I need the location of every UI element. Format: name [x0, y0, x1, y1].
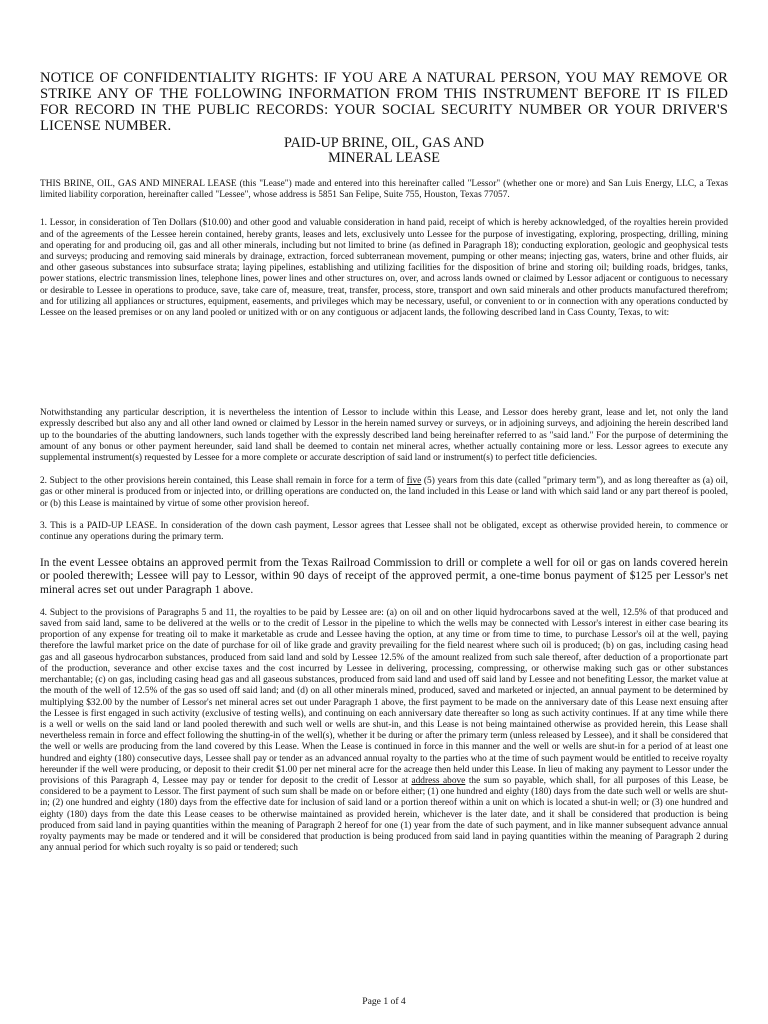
paragraph-4-text-a: 4. Subject to the provisions of Paragraphs 5 and 11, the royalties to be paid by Lessee are: (a) on oil and on other liquid hydrocarbons saved at the well, 12.5% of that produced and saved from said land, same to be delivered at the wells or to the credit of Lessor in the pipeline to which the wells may be connected with Lessor's interest in either case bearing its proportion of any expense for treating oil to make it marketable as crude and Lessee having the option, at any time or from time to time, to purchase Lessor's oil at the well, paying therefore the lawful market price on the date of purchase for oil of like grade and gravity prevailing for the field nearest where such oil is produced; (b) on gas, including casing head gas and all gaseous hydrocarbon substances, produced from said land and sold by Lessee 12.5% of the amount realized from such sale thereof, after deduction of a proportionate part of the production, severance and other excise taxes and the cost incurred by Lessee in delivering, processing, compressing, or otherwise making such gas or other substances merchantable; (c) on gas, including casing head gas and all gaseous substances, produced from said land and used off said land by Lessee and not benefiting Lessor, the market value at the mouth of the well of 12.5% of the gas so used off said land; and (d) on all other minerals mined, produced, saved and marketed or injected, an annual payment to be determined by multiplying $32.00 by the number of Lessor's net mineral acres set out under Paragraph 1 above, the first payment to be made on the anniversary date of this Lease next ensuing after the Lessee is first engaged in such activity (exclusive of testing wells), and continuing on each anniversary date thereafter so long as such activity continues. If at any time while there is a well or wells on the said land or land pooled therewith and such well or wells are shut-in, and this Lease is not being maintained otherwise as provided herein, this Lease shall nevertheless remain in force and effect following the shutting-in of the well(s), whether it be during or after the primary term (unless released by Lessee), and it shall be considered that the well or wells are producing from the land covered by this Lease. When the Lease is continued in force in this manner and the well or wells are shut-in for a period of at least one hundred and eighty (180) consecutive days, Lessee shall pay or tender as an advanced annual royalty to the parties who at the time of such payment would be entitled to receive royalty hereunder if the well were producing, or deposit to their credit $1.00 per net mineral acre for the acreage then held under this Lease. In lieu of making any payment to Lessor under the provisions of this Paragraph 4, Lessee may pay or tender for deposit to the credit of Lessor at: [40, 607, 728, 786]
paragraph-1: 1. Lessor, in consideration of Ten Dollars ($10.00) and other good and valuable consideration in hand paid, receipt of which is hereby acknowledged, of the royalties herein provided and of the agreements of the Lessee herein contained, hereby grants, leases and lets, exclusively unto Lessee for the purpose of investigating, exploring, prospecting, drilling, mining and operating for and producing oil, gas and all other minerals, including but not limited to brine (as defined in Paragraph 18); conducting exploration, geologic and geophysical tests and surveys; producing and removing said minerals by drainage, extraction, forced subterranean movement, pumping or other means; injecting gas, waters, brine and other fluids, air and other gaseous substances into subsurface strata; laying pipelines, establishing and utilizing facilities for the disposition of brine and storing oil; building roads, bridges, tanks, power stations, electric transmission lines, telephone lines, power lines and other structures on, over, and across lands owned or claimed by Lessor adjacent or contiguous to necessary or desirable to Lessee in operations to produce, save, take care of, measure, treat, transfer, process, store, transport and own said minerals and other products manufactured therefrom; and for utilizing all appliances or structures, equipment, easements, and privileges which may be necessary, useful, or convenient to or in connection with any operations conducted by Lessee on the leased premises or on any land pooled or unitized with or on any contiguous or adjacent lands, the following described land in Cass County, Texas, to wit:: [40, 218, 728, 319]
page-number: Page 1 of 4: [362, 996, 406, 1007]
title-line-1: PAID-UP BRINE, OIL, GAS AND: [284, 135, 484, 151]
title-line-2: MINERAL LEASE: [328, 150, 440, 166]
term-years-underlined: five: [406, 476, 422, 487]
permit-bonus-paragraph: In the event Lessee obtains an approved permit from the Texas Railroad Commission to drill or complete a well for oil or gas on lands covered herein or pooled therewith; Lessee will pay to Lessor, within 90 days of receipt of the approved permit, a one-time bonus payment of $125 per Lessor's net mineral acres set out under Paragraph 1 above.: [40, 557, 728, 596]
notwithstanding-paragraph: Notwithstanding any particular description, it is nevertheless the intention of Lessor to include within this Lease, and Lessor does hereby grant, lease and let, not only the land expressly described but also any and all other land owned or claimed by Lessor in the herein named survey or surveys, or in adjoining surveys, and adjoining the herein described land up to the boundaries of the abutting landowners, such lands together with the expressly described land being hereinafter referred to as "said land." For the purpose of determining the amount of any bonus or other payment hereunder, said land shall be deemed to contain net mineral acres, whether actually containing more or less. Lessor agrees to execute any supplemental instrument(s) requested by Lessee for a more complete or accurate description of said land or instrument(s) to perfect title deficiencies.: [40, 408, 728, 464]
paragraph-4: [40, 608, 728, 854]
confidentiality-notice: NOTICE OF CONFIDENTIALITY RIGHTS: IF YOU ARE A NATURAL PERSON, YOU MAY REMOVE OR STRIKE ANY OF THE FOLLOWING INFORMATION FROM THIS INSTRUMENT BEFORE IT IS FILED FOR RECORD IN THE PUBLIC RECORDS: YOUR SOCIAL SECURITY NUMBER OR YOUR DRIVER'S LICENSE NUMBER.: [40, 70, 728, 134]
paragraph-2-text-b: (5) years from this date (called "primary term"), and as long thereafter as (a) oil, gas or other mineral is produced from or injected into, or drilling operations are conducted on, the land included in this Lease or land with which said land or any part thereof is pooled, or (b) this Lease is maintained by virtue of some other provision hereof.: [40, 476, 729, 509]
document-page: [40, 70, 728, 854]
paragraph-4-text-b: the sum so payable, which shall, for all purposes of this Lease, be considered to be a payment to Lessor. The first payment of such sum shall be made on or before either; (1) one hundred and eighty (180) days from the date such well or wells are shut-in; (2) one hundred and eighty (180) days from the effective date for inclusion of said land or a portion thereof within a unit on which is located a shut-in well; or (3) one hundred and eighty (180) days from the date this Lease ceases to be otherwise maintained as provided herein, whichever is the later date, and it shall be considered that production is being produced from said land in paying quantities within the meaning of Paragraph 2 hereof for one (1) year from the date of such payment, and in like manner subsequent advance annual royalty payments may be made or tendered and it will be considered that production is being produced from said land in paying quantities within the meaning of Paragraph 2 during any annual period for which such royalty is so paid or tendered; such: [40, 775, 728, 854]
paragraph-2-text-a: 2. Subject to the other provisions herein contained, this Lease shall remain in force for a term of: [40, 476, 407, 487]
address-above-underlined: address above: [411, 775, 466, 786]
paragraph-2: [40, 476, 728, 510]
paragraph-3: 3. This is a PAID-UP LEASE. In consideration of the down cash payment, Lessor agrees that Lessee shall not be obligated, except as otherwise provided herein, to commence or continue any operations during the primary term.: [40, 520, 728, 543]
intro-paragraph: THIS BRINE, OIL, GAS AND MINERAL LEASE (this "Lease") made and entered into this hereinafter called "Lessor" (whether one or more) and San Luis Energy, LLC, a Texas limited liability corporation, hereinafter called "Lessee", whose address is 5851 San Felipe, Suite 755, Houston, Texas 77057.: [40, 179, 728, 201]
document-title: [40, 136, 728, 166]
